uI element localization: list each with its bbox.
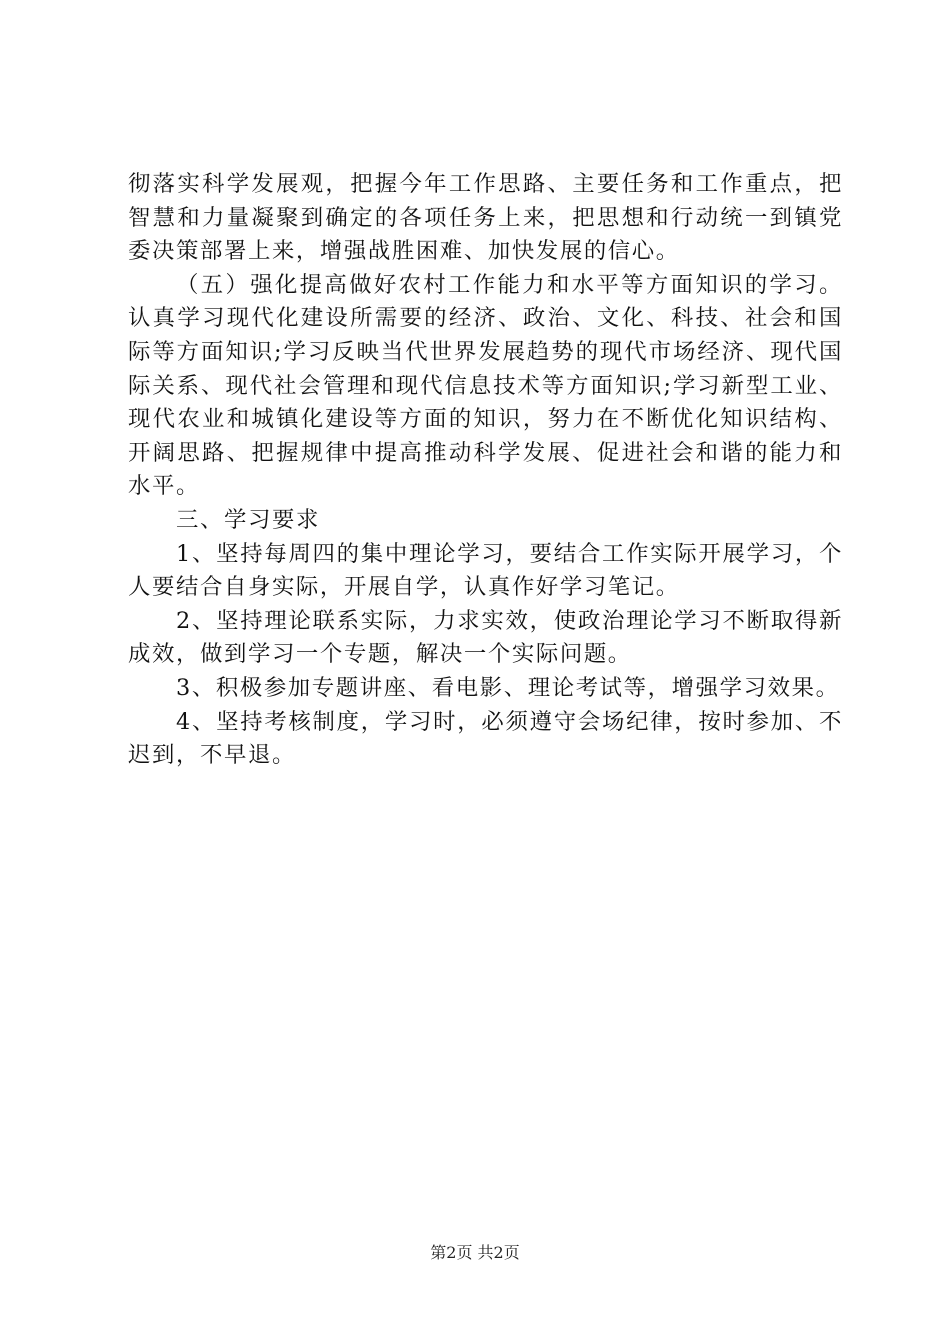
requirement-item-4: 4、坚持考核制度，学习时，必须遵守会场纪律，按时参加、不迟到，不早退。 xyxy=(128,708,843,769)
paragraph-continuation: 彻落实科学发展观，把握今年工作思路、主要任务和工作重点，把智慧和力量凝聚到确定的各项任务上来，把思想和行动统一到镇党委决策部署上来，增强战胜困难、加快发展的信心。 xyxy=(128,171,843,265)
requirement-item-2: 2、坚持理论联系实际，力求实效，使政治理论学习不断取得新成效，做到学习一个专题，解决一个实际问题。 xyxy=(128,607,843,668)
page-number: 第2页 共2页 xyxy=(430,1243,520,1262)
requirement-item-1: 1、坚持每周四的集中理论学习，要结合工作实际开展学习，个人要结合自身实际，开展自学，认真作好学习笔记。 xyxy=(128,540,843,601)
page-footer xyxy=(0,1242,950,1264)
paragraph-section-five: （五）强化提高做好农村工作能力和水平等方面知识的学习。认真学习现代化建设所需要的经济、政治、文化、科技、社会和国际等方面知识;学习反映当代世界发展趋势的现代市场经济、现代国际关系、现代社会管理和现代信息技术等方面知识;学习新型工业、现代农业和城镇化建设等方面的知识，努力在不断优化知识结构、开阔思路、把握规律中提高推动科学发展、促进社会和谐的能力和水平。 xyxy=(128,271,843,500)
document-body xyxy=(128,168,843,773)
section-heading-requirements: 三、学习要求 xyxy=(176,506,320,533)
requirement-item-3: 3、积极参加专题讲座、看电影、理论考试等，增强学习效果。 xyxy=(176,674,840,701)
